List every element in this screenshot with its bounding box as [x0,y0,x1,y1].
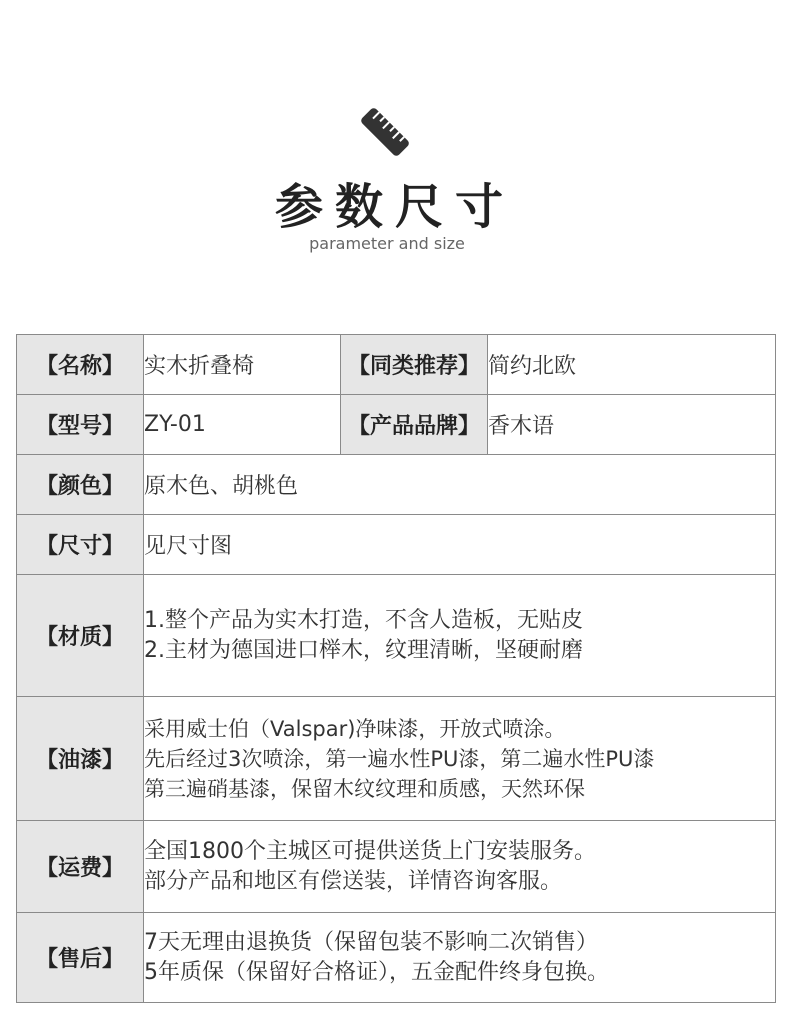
table-row [17,455,776,515]
shipping-label: 【运费】 [17,821,144,913]
paint-label: 【油漆】 [17,697,144,821]
model-value: ZY-01 [144,395,341,455]
similar-value: 简约北欧 [488,335,776,395]
aftersale-line: 7天无理由退换货（保留包装不影响二次销售） [144,929,598,955]
table-row [17,821,776,913]
header [0,0,790,300]
paint-value [144,697,776,821]
name-value: 实木折叠椅 [144,335,341,395]
material-label: 【材质】 [17,575,144,697]
color-value: 原木色、胡桃色 [144,455,776,515]
name-label: 【名称】 [17,335,144,395]
color-label: 【颜色】 [17,455,144,515]
spec-table [16,334,776,1003]
material-line: 2.主材为德国进口榉木，纹理清晰，坚硬耐磨 [144,637,583,663]
paint-line: 第三遍硝基漆，保留木纹纹理和质感，天然环保 [144,776,585,801]
brand-value: 香木语 [488,395,776,455]
page-subtitle: parameter and size [309,234,465,253]
paint-line: 先后经过3次喷涂，第一遍水性PU漆，第二遍水性PU漆 [144,746,655,771]
paint-line: 采用威士伯（Valspar)净味漆，开放式喷涂。 [144,716,566,741]
page-title: 参数尺寸 [274,179,515,235]
size-label: 【尺寸】 [17,515,144,575]
aftersale-line: 5年质保（保留好合格证），五金配件终身包换。 [144,959,609,985]
shipping-line: 部分产品和地区有偿送装，详情咨询客服。 [144,868,563,894]
table-row [17,515,776,575]
aftersale-label: 【售后】 [17,913,144,1003]
shipping-value [144,821,776,913]
brand-label: 【产品品牌】 [341,395,488,455]
size-value: 见尺寸图 [144,515,776,575]
table-row [17,913,776,1003]
table-row [17,335,776,395]
similar-label: 【同类推荐】 [341,335,488,395]
shipping-line: 全国1800个主城区可提供送货上门安装服务。 [144,838,596,864]
table-row [17,575,776,697]
aftersale-value [144,913,776,1003]
model-label: 【型号】 [17,395,144,455]
material-value [144,575,776,697]
material-line: 1.整个产品为实木打造，不含人造板，无贴皮 [144,607,583,633]
table-row [17,697,776,821]
table-row [17,395,776,455]
ruler-icon [357,104,413,160]
